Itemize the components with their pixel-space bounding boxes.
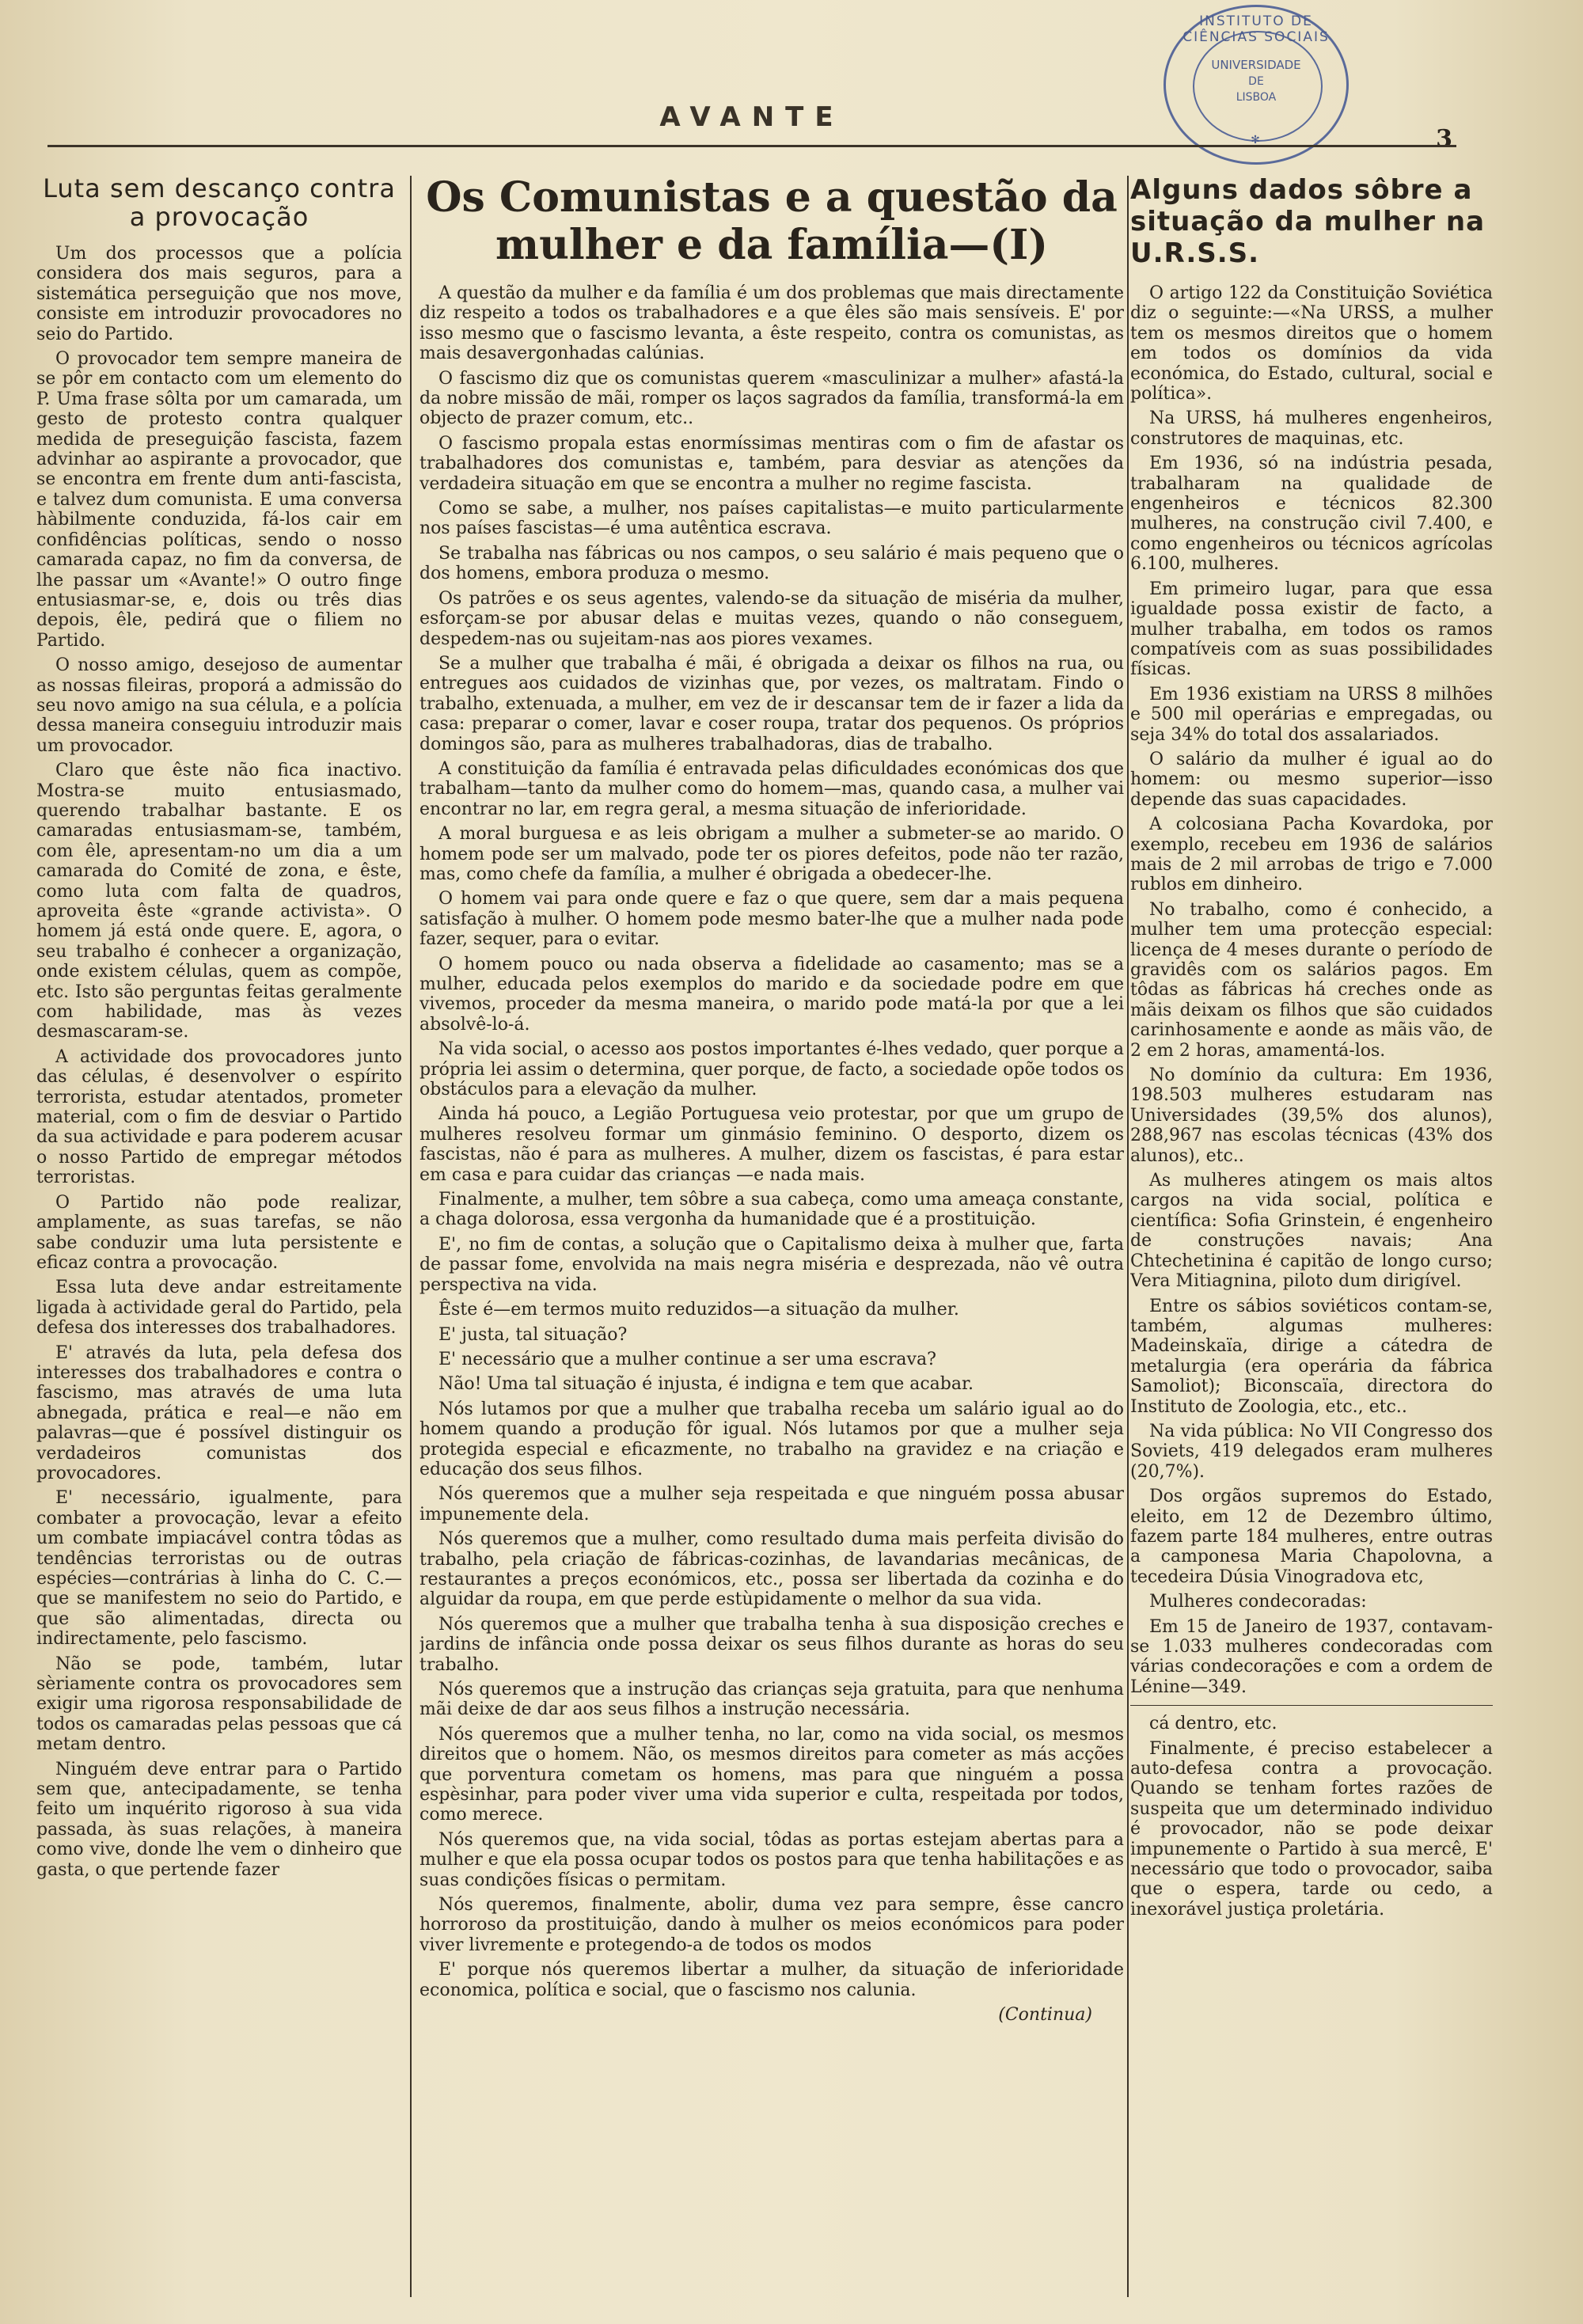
paragraph: E', no fim de contas, a solução que o Capitalismo deixa à mulher que, farta de passar fome, envolvida na mais negra miséria e desprezada, não vê outra perspectiva na vida.: [419, 1234, 1124, 1295]
article-title: Luta sem descanço contra a provocação: [43, 174, 396, 232]
paragraph: Em primeiro lugar, para que essa igualdade possa existir de facto, a mulher trabalha, em todos os ramos compatíveis com as suas possibilidades físicas.: [1130, 579, 1493, 680]
paragraph: Nós lutamos por que a mulher que trabalha receba um salário igual ao do homem quando a produção fôr igual. Nós lutamos por que a mulher seja protegida especial e eficazmente, no trabalho na gravidez e na criação e educação dos seus filhos.: [419, 1399, 1124, 1479]
paragraph: E' necessário, igualmente, para combater a provocação, levar a efeito um combate impiacável contra tôdas as tendências terroristas ou de outras espécies—contrárias à linha do C. C.—que se manifestem no seio do Partido, e que são alimentadas, directa ou indirectamente, pelo fascismo.: [36, 1488, 402, 1650]
paragraph: Nós queremos que, na vida social, tôdas as portas estejam abertas para a mulher e que ela possa ocupar todos os postos para que tenha habilitações e as suas condições físicas o permitam.: [419, 1829, 1124, 1890]
paragraph: Se trabalha nas fábricas ou nos campos, o seu salário é mais pequeno que o dos homens, embora produza o mesmo.: [419, 543, 1124, 584]
paragraph: Entre os sábios soviéticos contam-se, também, algumas mulheres: Madeinskaïa, dirige a cátedra de metalurgia (era operária da fábrica Samoliot); Biconscaïa, directora do Instituto de Zoologia, etc., etc..: [1130, 1296, 1493, 1417]
column-divider-2: [1127, 176, 1129, 2297]
paragraph: Um dos processos que a polícia considera dos mais seguros, para a sistemática perseguição que nos move, consiste em introduzir provocadores no seio do Partido.: [36, 244, 402, 344]
paragraph: O homem pouco ou nada observa a fidelidade ao casamento; mas se a mulher, educada pelos exemplos do marido e da sociedade podre em que vivemos, proceder da mesma maneira, o marido pode matá-la por que a lei absolvê-lo-á.: [419, 954, 1124, 1035]
paragraph: Ninguém deve entrar para o Partido sem que, antecipadamente, se tenha feito um inquérito rigoroso à sua vida passada, às suas relações, à maneira como vive, donde lhe vem o dinheiro que gasta, o que pertende fazer: [36, 1759, 402, 1880]
article-title: Os Comunistas e a questão da mulher e da família—(I): [426, 174, 1118, 269]
paragraph: A questão da mulher e da família é um dos problemas que mais directamente diz respeito a todos os trabalhadores e a que êles são mais sensíveis. E' por isso mesmo que o fascismo levanta, a êste respeito, contra os comunistas, as mais desavergonhadas calúnias.: [419, 283, 1124, 364]
paragraph: Na vida social, o acesso aos postos importantes é-lhes vedado, quer porque a própria lei assim o determina, quer porque, de facto, a sociedade opõe todos os obstáculos para a elevação da mulher.: [419, 1039, 1124, 1100]
stamp-line-1: UNIVERSIDADE: [1211, 58, 1301, 72]
paragraph: E' porque nós queremos libertar a mulher, da situação de inferioridade economica, política e social, que o fascismo nos calunia.: [419, 1960, 1124, 2000]
paragraph: Não se pode, também, lutar sèriamente contra os provocadores sem exigir uma rigorosa responsabilidade de todos os camaradas pelas pessoas que cá metam dentro.: [36, 1654, 402, 1755]
stamp-ring-text: INSTITUTO DE CIÊNCIAS SOCIAIS: [1183, 13, 1330, 45]
paragraph: Nós queremos que a mulher tenha, no lar, como na vida social, os mesmos direitos que o homem. Não, os mesmos direitos para cometer as más acções que porventura cometam os homens, mas para que ninguém a possa espèsinhar, para poder viver uma vida superior e culta, respeitada por todos, como merece.: [419, 1724, 1124, 1825]
stamp-line-2: DE: [1248, 75, 1264, 88]
stamp-line-3: LISBOA: [1236, 91, 1277, 104]
header-rule: [47, 145, 1456, 147]
paragraph: E' justa, tal situação?: [438, 1324, 628, 1345]
paragraph: O artigo 122 da Constituição Soviética diz o seguinte:—«Na URSS, a mulher tem os mesmos direitos que o homem em todos os domínios da vida económica, do Estado, cultural, social e política».: [1130, 283, 1493, 404]
continued-label: (Continua): [998, 2005, 1092, 2026]
newspaper-title: AVANTE: [659, 101, 845, 133]
paragraph: Em 15 de Janeiro de 1937, contavam-se 1.033 mulheres condecoradas com várias condecorações e com a ordem de Lénine—349.: [1130, 1616, 1493, 1697]
paragraph: O Partido não pode realizar, amplamente, as suas tarefas, se não sabe conduzir uma luta persistente e eficaz contra a provocação.: [36, 1192, 402, 1273]
paragraph: O salário da mulher é igual ao do homem: ou mesmo superior—isso depende das suas capacidades.: [1130, 749, 1493, 810]
paragraph: O fascismo diz que os comunistas querem «masculinizar a mulher» afastá-la da nobre missão de mãi, romper os laços sagrados da família, transformá-la em objecto de prazer comum, etc..: [419, 368, 1124, 429]
article-title: Alguns dados sôbre a situação da mulher na U.R.S.S.: [1130, 174, 1486, 269]
paragraph: O nosso amigo, desejoso de aumentar as nossas fileiras, proporá a admissão do seu novo amigo na sua célula, e a polícia dessa maneira conseguiu introduzir mais um provocador.: [36, 655, 402, 756]
masthead: [32, 101, 1456, 153]
paragraph: Finalmente, a mulher, tem sôbre a sua cabeça, como uma ameaça constante, a chaga dolorosa, essa vergonha da humanidade que é a prostituição.: [419, 1190, 1124, 1230]
paragraph: A moral burguesa e as leis obrigam a mulher a submeter-se ao marido. O homem pode ser um malvado, pode ter os piores defeitos, pode não ter razão, mas, como chefe da família, a mulher é obrigada a obedecer-lhe.: [419, 824, 1124, 884]
paragraph: Nós queremos que a mulher seja respeitada e que ninguém possa abusar impunemente dela.: [419, 1484, 1124, 1525]
paragraph: Nós queremos que a mulher que trabalha tenha à sua disposição creches e jardins de infância onde possa deixar os seus filhos durante as horas do seu trabalho.: [419, 1614, 1124, 1675]
paragraph: Os patrões e os seus agentes, valendo-se da situação de miséria da mulher, esforçam-se por abusar delas e muitas vezes, quando o não conseguem, despedem-nas ou sujeitam-nas aos piores vexames.: [419, 588, 1124, 649]
continuation-paragraph: cá dentro, etc.: [1149, 1714, 1277, 1734]
paragraph: Em 1936 existiam na URSS 8 milhões e 500 mil operárias e empregadas, ou seja 34% do total dos assalariados.: [1130, 684, 1493, 745]
paragraph: No trabalho, como é conhecido, a mulher tem uma protecção especial: licença de 4 meses durante o período de gravidês com os salários pagos. Em tôdas as fábricas há creches onde as mãis deixam os filhos que são cuidados carinhosamente e aonde as mãis vão, de 2 em 2 horas, amamentá-los.: [1130, 899, 1493, 1061]
paragraph: O provocador tem sempre maneira de se pôr em contacto com um elemento do P. Uma frase sôlta por um camarada, um gesto de protesto contra qualquer medida de preseguição fascista, fazem advinhar ao aspirante a provocador, que se encontra em frente dum anti-fascista, e talvez dum comunista. E uma conversa hàbilmente conduzida, fá-los cair em confidências políticas, sendo o nosso camarada capaz, no fim da conversa, de lhe passar um «Avante!» O outro finge entusiasmar-se, e, dois ou três dias depois, êle, pedirá que o filiem no Partido.: [36, 349, 402, 651]
article-urss: [1130, 174, 1493, 2303]
paragraph: Mulheres condecoradas:: [1149, 1592, 1367, 1612]
paragraph: Se a mulher que trabalha é mãi, é obrigada a deixar os filhos na rua, ou entregues aos cuidados de vizinhas que, por vezes, os maltratam. Findo o trabalho, extenuada, a mulher, em vez de ir descansar tem de ir fazer a lida da casa: preparar o comer, lavar e coser roupa, tratar dos pequenos. Os próprios domingos são, para as mulheres trabalhadoras, dias de trabalho.: [419, 653, 1124, 754]
paragraph: Na URSS, há mulheres engenheiros, construtores de maquinas, etc.: [1130, 408, 1493, 449]
paragraph: Essa luta deve andar estreitamente ligada à actividade geral do Partido, pela defesa dos interesses dos trabalhadores.: [36, 1278, 402, 1339]
paragraph: Claro que êste não fica inactivo. Mostra-se muito entusiasmado, querendo trabalhar bastante. E os camaradas entusiasmam-se, também, com êle, apresentam-no um dia a um camarada do Comité de zona, e êste, como luta com falta de quadros, aproveita êste «grande activista». O homem já está onde quere. E, agora, o seu trabalho é conhecer a organização, onde existem células, quem as compõe, etc. Isto são perguntas feitas geralmente com habilidade, mas às vezes desmascaram-se.: [36, 761, 402, 1042]
paragraph: Nós queremos, finalmente, abolir, duma vez para sempre, êsse cancro horroroso da prostituição, dando à mulher os meios económicos para poder viver livremente e protegendo-a de todos os modos: [419, 1895, 1124, 1955]
paragraph: A constituição da família é entravada pelas dificuldades económicas dos que trabalham—tanto da mulher como do homem—mas, quando casa, a mulher vai encontrar no lar, em regra geral, a mesma situação de inferioridade.: [419, 758, 1124, 819]
paragraph: A colcosiana Pacha Kovardoka, por exemplo, recebeu em 1936 de salários mais de 2 mil arrobas de trigo e 7.000 rublos em dinheiro.: [1130, 815, 1493, 895]
paragraph: Nós queremos que a mulher, como resultado duma mais perfeita divisão do trabalho, pela criação de fábricas-cozinhas, de lavandarias mecânicas, de restaurantes a preços económicos, etc., possa ser libertada da cozinha e do alguidar da roupa, em que perde estùpidamente o melhor da sua vida.: [419, 1529, 1124, 1610]
article-mulher-familia: [419, 174, 1124, 2303]
section-divider: [1130, 1705, 1493, 1706]
paragraph: Na vida pública: No VII Congresso dos Soviets, 419 delegados eram mulheres (20,7%).: [1130, 1421, 1493, 1482]
paragraph: A actividade dos provocadores junto das células, é desenvolver o espírito terrorista, estudar atentados, prometer material, com o fim de desviar o Partido da sua actividade e para poderem acusar o nosso Partido de empregar métodos terroristas.: [36, 1046, 402, 1188]
paragraph: Nós queremos que a instrução das crianças seja gratuita, para que nenhuma mãi deixe de dar aos seus filhos a instrução necessária.: [419, 1680, 1124, 1720]
paragraph: Dos orgãos supremos do Estado, eleito, em 12 de Dezembro último, fazem parte 184 mulheres, entre outras a camponesa Maria Chapolovna, a tecedeira Dúsia Vinogradova etc,: [1130, 1487, 1493, 1587]
page-number: 3: [1436, 125, 1452, 153]
column-divider-1: [410, 176, 412, 2297]
paragraph: Como se sabe, a mulher, nos países capitalistas—e muito particularmente nos países fascistas—é uma autêntica escrava.: [419, 499, 1124, 539]
paragraph: Não! Uma tal situação é injusta, é indigna e tem que acabar.: [438, 1374, 974, 1395]
paragraph: E' necessário que a mulher continue a ser uma escrava?: [438, 1349, 936, 1369]
paragraph: E' através da luta, pela defesa dos interesses dos trabalhadores e contra o fascismo, mas através de uma luta abnegada, prática e real—e não em palavras—que é possível distinguir os verdadeiros comunistas dos provocadores.: [36, 1342, 402, 1483]
paragraph: Em 1936, só na indústria pesada, trabalharam na qualidade de engenheiros e técnicos 82.300 mulheres, na construção civil 7.400, e como engenheiros ou técnicos agrícolas 6.100, mulheres.: [1130, 454, 1493, 575]
continuation-paragraph: Finalmente, é preciso estabelecer a auto-defesa contra a provocação. Quando se tenham fortes razões de suspeita que um determinado individuo é provocador, não se pode deixar impunemente o Partido à sua mercê, E' necessário que todo o provocador, saiba que o espera, tarde ou cedo, a inexorável justiça proletária.: [1130, 1738, 1493, 1920]
article-provocacao: [36, 174, 402, 2303]
paragraph: Êste é—em termos muito reduzidos—a situação da mulher.: [438, 1300, 959, 1320]
paragraph: As mulheres atingem os mais altos cargos na vida social, política e científica: Sofia Grinstein, é engenheiro de construções navais; Ana Chtechetinina é capitão de longo curso; Vera Mitiagnina, piloto dum dirigível.: [1130, 1171, 1493, 1292]
paragraph: Ainda há pouco, a Legião Portuguesa veio protestar, por que um grupo de mulheres resolveu formar um ginmásio feminino. O desporto, dizem os fascistas, não é para as mulheres. A mulher, dizem os fascistas, é para estar em casa e para cuidar das crianças —e nada mais.: [419, 1104, 1124, 1185]
stamp-star-icon: ✻: [1251, 134, 1262, 146]
paragraph: No domínio da cultura: Em 1936, 198.503 mulheres estudaram nas Universidades (39,5% dos alunos), 288,967 nas escolas técnicas (43% dos alunos), etc..: [1130, 1065, 1493, 1166]
paragraph: O fascismo propala estas enormíssimas mentiras com o fim de afastar os trabalhadores dos comunistas e, também, para desviar as atenções da verdadeira situação em que se encontra a mulher no regime fascista.: [419, 433, 1124, 494]
paragraph: O homem vai para onde quere e faz o que quere, sem dar a mais pequena satisfação à mulher. O homem pode mesmo bater-lhe que a mulher nada pode fazer, sequer, para o evitar.: [419, 889, 1124, 950]
